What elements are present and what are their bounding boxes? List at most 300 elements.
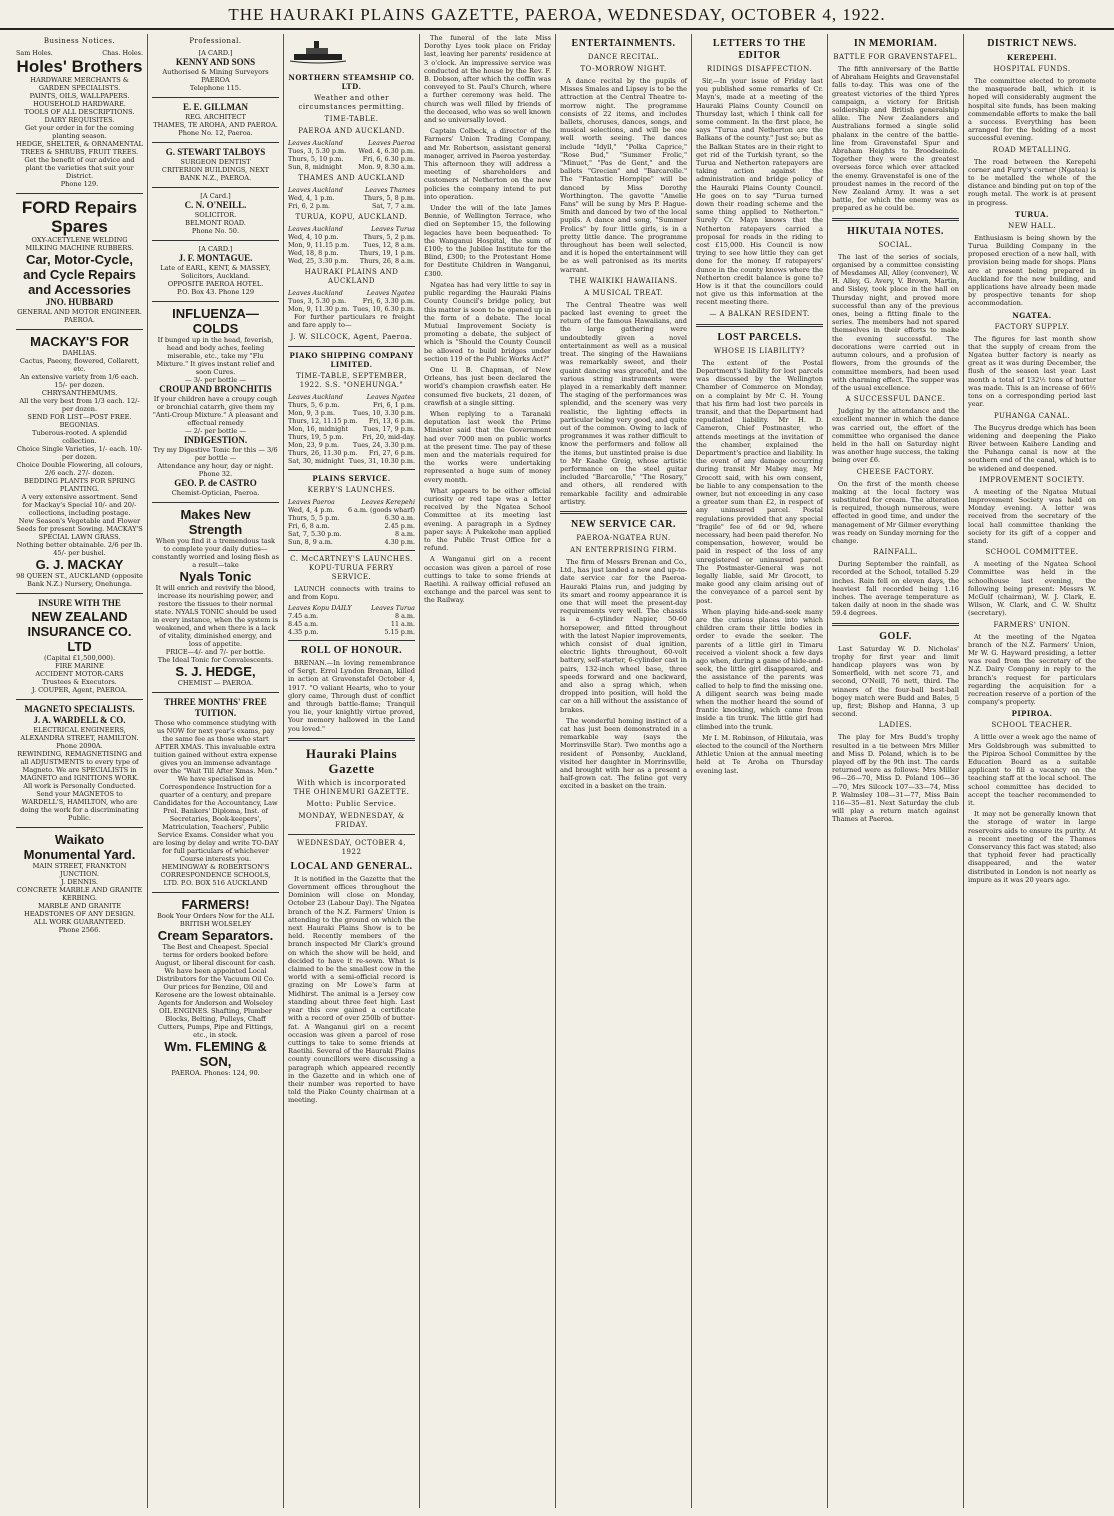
schedule-cell-right: 6 a.m. (goods wharf) — [347, 505, 415, 514]
ad-title: Nyals Tonic — [179, 569, 252, 584]
route-title: C. McCARTNEY'S LAUNCHES. KOPU-TURUA FERRY SERVICE. — [290, 554, 413, 581]
schedule-cell-left: Fri, 6, 8 a.m. — [288, 521, 330, 530]
ad-name: Wm. FLEMING & SON, — [164, 1039, 267, 1069]
ad-text: If bunged up in the head, feverish, head and body aches, feeling miserable, etc., take my "Flu Mixture." It gives instant relief and soon Cures. — [156, 336, 275, 376]
schedule-row — [288, 612, 415, 620]
paper-line: Motto: Public Service. — [306, 799, 397, 808]
ad-line: Nothing better obtainable. 2/6 per lb. 45/- per bushel. — [16, 541, 143, 557]
subheading: HOSPITAL FUNDS. — [993, 65, 1071, 73]
column-memoriam — [828, 34, 964, 1508]
ad-line: Trustees & Executors. — [42, 678, 117, 686]
schedule-row — [288, 514, 415, 522]
paragraph: The play for Mrs Budd's trophy resulted in a tie between Mrs Miller and Miss D. Poland, which is to be played off by the 9th inst. The cards returned were as follows: Mrs Miller 96—26—70, Miss D. Poland 106—36—70, Mrs Silcock 107—33—74, Miss P. Walmsley 108—31—77, Miss Bain 116—35—81. Next Saturday the club will play a return match against Thames at Paeroa. — [832, 733, 959, 824]
mackay-ad — [16, 334, 143, 588]
magneto-ad — [16, 704, 143, 822]
ad-line: Tuberous-rooted. A splendid collection. — [31, 429, 128, 445]
schedule-table — [288, 393, 415, 465]
ad-line: Choice Double Flowering, all colours, 2/6 each. 27/- dozen. — [16, 461, 143, 477]
schedule-row — [288, 393, 415, 401]
card-line: Telephone 115. — [189, 84, 242, 92]
schedule-cell-right: Wed. 4, 6.30 p.m. — [358, 147, 415, 156]
schedule-row — [288, 305, 415, 313]
schedule-cell-right: Leaves Kerepehi — [361, 497, 415, 506]
ad-line: J. DENNIS. — [61, 878, 98, 886]
paragraph: The firm of Messrs Brenan and Co., Ltd., has just landed a new and up-to-date service car for the Paeroa-Hauraki Plains run, and judging by its smart and roomy appearance it is one that will meet the present-day requirements very well. The chassis is a 6-cylinder Napier, 50-60 horsepower, and fitted throughout with the latest Napier improvements, which consist of dual ignition, electric lights throughout, 60-volt battery, self-starter, 6-cylinder cast in pairs, 132-inch wheel base, three speeds forward and one backward, and also a sprag which, when dropped into position, will hold the car on a hill without the assistance of brakes. — [560, 557, 687, 714]
card-head: [A CARD.] — [198, 245, 233, 253]
waikato-monumental-ad — [16, 832, 143, 934]
schedule-table — [288, 225, 415, 265]
ad-name: GEO. P. de CASTRO — [174, 478, 257, 488]
schedule-cell-right: Thurs, 5, 8 p.m. — [363, 194, 415, 203]
ad-line: Get your order in for the coming planting season. — [24, 124, 135, 140]
ad-line: SEND FOR LIST—POST FREE. — [27, 413, 132, 421]
subheading: NEW HALL. — [1008, 221, 1056, 230]
paragraph: Ngatea has had very little to say in public regarding the Hauraki Plains County Council's bridge policy, but this matter is soon to be opened up in the form of a debate. The local Mutual Improvement Society is promoting a debate, the subject of which is "Should the County Council be allowed to build bridges under section 119 of the Public Works Act?" — [424, 280, 551, 363]
agent: J. W. SILCOCK, Agent, Paeroa. — [290, 332, 413, 341]
section-heading: LOST PARCELS. — [717, 331, 802, 343]
company-name: PIAKO SHIPPING COMPANY LIMITED. — [289, 350, 414, 369]
section-heading: GOLF. — [879, 630, 912, 642]
schedule-row — [288, 604, 415, 612]
schedule-cell-left: Sat, 30, midnight — [288, 456, 345, 465]
subheading: TO-MORROW NIGHT. — [580, 65, 667, 73]
subheading: BATTLE FOR GRAVENSTAFEL. — [833, 53, 958, 61]
card-line: BELMONT ROAD. — [185, 219, 246, 227]
section-title: PLAINS SERVICE. — [312, 473, 391, 483]
ad-line: ELECTRICAL ENGINEERS, ALEXANDRA STREET, HAMILTON. — [20, 726, 139, 742]
influenza-ad — [152, 306, 279, 497]
schedule-row — [288, 233, 415, 241]
ad-line: CONCRETE MARBLE AND GRANITE KERBING. — [16, 886, 143, 902]
ad-title: Waikato Monumental Yard. — [23, 832, 136, 862]
subheading: CHEESE FACTORY. — [856, 467, 935, 476]
paragraph: Judging by the attendance and the excellent manner in which the dance was carried out, the effort of the committee who organised the dance held in the hall on Saturday night was another huge success, the taking being over £6. — [832, 407, 959, 465]
schedule-cell-right: Fri, 27, 6 p.m. — [368, 448, 415, 457]
column-letters — [692, 34, 828, 1508]
schedule-cell-right: Fri, 6, 6.30 p.m. — [362, 155, 415, 164]
ad-title: Holes' Brothers — [16, 57, 143, 76]
subheading: DANCE RECITAL. — [587, 53, 660, 61]
schedule-row — [288, 249, 415, 257]
card-kenny — [152, 49, 279, 92]
ad-line: OXY-ACETYLENE WELDING — [31, 236, 128, 244]
schedule-cell-right: Fri, 13, 6 p.m. — [368, 416, 415, 425]
name-right: Chas. Holes. — [102, 49, 143, 57]
paragraph: One U. B. Chapman, of New Orleans, has just been declared the world's champion crawfish eater. He consumed five buckets, 21 dozen, of crawfish at a single sitting. — [424, 365, 551, 407]
ad-name: S. J. HEDGE, — [175, 664, 256, 679]
schedule-row — [288, 628, 415, 636]
local-text: It is notified in the Gazette that the Government offices throughout the Dominion will close on Monday, October 23 (Labour Day). The Ngatea branch of the N.Z. Farmers' Union is attending to the ground on which the next Hauraki Plains Show is to be held. Recently members of the branch inspected Mr Clark's ground on which the show will be held, and decided to have it re-sown. What is claimed to be the smallest cow in the world with a semi-official record is grazing on Mr Lowe's farm at Midhirst. The animal is a Jersey cow standing about three feet high. Last year this cow gained a certificate with a record of over 250lb of butter-fat. A Wanganui girl on a recent occasion was given a parcel of rose cuttings to take to some friends at Raetihi. Several of the Hauraki Plains county councillors were discussing a paragraph which appeared recently in the Gazette and in which one of their number was reported to have told the Piako County chairman at a meeting. — [288, 874, 415, 1105]
ad-line: Book Your Orders Now for the ALL BRITISH WOLSELEY — [157, 912, 274, 928]
paragraph: Mr I. M. Robinson, of Hikutaia, was elected to the council of the Northern Athletic Union at the annual meeting held at Te Aroha on Thursday evening last. — [696, 733, 823, 775]
schedule-cell-right: 11 a.m. — [390, 620, 415, 629]
card-line: Phone No. 12, Paeroa. — [178, 129, 253, 137]
holes-names — [16, 49, 143, 57]
card-name: J. F. MONTAGUE. — [178, 253, 253, 263]
schedule-cell-right: Leaves Turua — [371, 604, 415, 613]
schedule-row — [288, 522, 415, 530]
schedule-cell-right: Thurs, 19, 1 p.m. — [359, 249, 415, 258]
place-heading: PIPIROA. — [1011, 709, 1053, 719]
subheading: LADIES. — [878, 721, 913, 730]
card-montague — [152, 245, 279, 296]
roll-text: BRENAN.—In loving remembrance of Sergt. Errol Lyndon Brenan, killed in action at Gravenstafel October 4, 1917. "O valiant Hearts, who to your glory came, Through dust of conflict and through battle-flame; Tranquil you lie, your knightly virtue proved, Your memory hallowed in the Land you loved." — [288, 659, 415, 733]
newspaper-title: THE HAURAKI PLAINS GAZETTE, PAEROA, WEDNESDAY, OCTOBER 4, 1922. — [228, 5, 886, 24]
ad-line: Phone 129. — [60, 180, 99, 188]
schedule-cell-right: Mon. 9, 8.30 a.m. — [358, 163, 415, 172]
schedule-cell-right: Fri, 6, 1 p.m. — [372, 400, 415, 409]
paragraph: A dance recital by the pupils of Misses Smales and Lipsey is to be the attraction at the Central Theatre to-morrow night. The programme consists of 22 items, and includes ballets, choruses, dances, songs, and musical selections, and will be one well worth seeing. The dances include "Idyll," "Polka Caprice," "Rose Bud," "Summer Frolic," "Minuet," "Pas de Gent," and the ballets "Grecian" and "Barcarolle." The "Fantastic Hornpipe" will be danced by Miss Dorothy Worthington. The gavotte "Amelie Fans" will be sung by Mrs P. Hague-Smith and danced by two of the local pupils. A dance and song, "Summer Frolics" by four little girls, is in a pretty little dance. The programme throughout has been well selected, and it is hoped the entertainment will be as well patronised as its merits warrant. — [560, 77, 687, 274]
subheading: IMPROVEMENT SOCIETY. — [979, 475, 1085, 484]
schedule-cell-right: 8 a.m. — [394, 529, 415, 538]
schedule-cell-right: Tues, 10, 3.30 p.m. — [352, 408, 415, 417]
signature: — A BALKAN RESIDENT. — [709, 309, 810, 318]
timetable-title: TIME-TABLE. — [324, 115, 379, 124]
schedule-cell-right: Leaves Paeroa — [368, 139, 415, 148]
paragraph: On the first of the month cheese making at the local factory was substituted for cream. The alteration is required, though numerous, were effected in good time, and under the management of Mr Gilmer everything was ready on Sunday morning for the change. — [832, 479, 959, 545]
launch-text: LAUNCH connects with trains to and from Kopu. — [288, 584, 415, 601]
schedule-row — [288, 163, 415, 171]
schedule-row — [288, 225, 415, 233]
ad-name: JNO. HUBBARD — [45, 297, 114, 307]
schedule-cell-left: 7.45 a.m. — [288, 612, 319, 621]
ad-price: — 3/- per bottle — — [185, 376, 246, 384]
card-talboys — [152, 147, 279, 182]
schedule-cell-right: Thurs, 26, 8 a.m. — [359, 257, 415, 266]
card-line: PAEROA — [201, 76, 230, 84]
schedule-cell-left: Fri, 6, 2 p.m. — [288, 202, 331, 211]
schedule-cell-left: Sun, 8, midnight — [288, 163, 342, 172]
ad-title: Makes New Strength — [180, 507, 251, 537]
subheading: SOCIAL. — [878, 240, 913, 249]
ad-line: CHRYSANTHEMUMS. — [41, 389, 118, 397]
paragraph: The funeral of the late Miss Dorothy Lyes took place on Friday last, leaving her parents' residence at 3 o'clock. An impressive service was conducted at the house by the Rev. F. B. Dobson, after which the coffin was conveyed to St. Paul's Church, where a further ceremony was held. The church was well filled by friends of the deceased, who was so well known and so universally loved. — [424, 34, 551, 125]
schedule-cell-left: Leaves Auckland — [288, 392, 343, 401]
card-name: G. STEWART TALBOYS — [165, 147, 266, 157]
schedule-row — [288, 449, 415, 457]
section-heading: DISTRICT NEWS. — [987, 38, 1077, 49]
ad-line: Chemist-Optician, Paeroa. — [171, 489, 260, 497]
ad-line: HEDGE, SHELTER, & ORNAMENTAL TREES & SHRUBS, FRUIT TREES. — [16, 140, 143, 156]
schedule-cell-right: 6.30 a.m. — [384, 513, 415, 522]
schedule-cell-right: Leaves Thames — [365, 186, 415, 195]
schedule-cell-left: 8.45 a.m. — [288, 620, 319, 629]
paper-name: Hauraki Plains Gazette — [305, 745, 398, 776]
ad-line: REWINDING, REMAGNETISING and all ADJUSTMENTS to every type of Magneto. We are SPECIALISTS in MAGNETO and IGNITIONS WORK. — [17, 750, 142, 782]
paragraph: The Bucyrus dredge which has been widening and deepening the Piako River between Kaihere Landing and the Puhanga canal is now at the southern end of the canal, which is to be widened and deepened. — [968, 423, 1096, 473]
schedule-cell-right: Tues, 12, 8 a.m. — [363, 241, 415, 250]
subheading: SCHOOL COMMITTEE. — [985, 548, 1079, 557]
schedule-cell-left: Mon, 9, 3 p.m. — [288, 408, 336, 417]
ad-title: INDIGESTION. — [183, 435, 248, 445]
schedule-row — [288, 506, 415, 514]
ad-text: Attendance any hour, day or night. Phone 32. — [157, 462, 274, 478]
schedule-cell-left: Sat, 7, 5.30 p.m. — [288, 529, 342, 538]
schedule-cell-right: Thurs, 5, 2 p.m. — [363, 233, 415, 242]
card-line: REG. ARCHITECT — [185, 113, 246, 121]
column-entertainments — [556, 34, 692, 1508]
ad-title: MAGNETO SPECIALISTS. — [24, 704, 135, 714]
schedule-row — [288, 202, 415, 210]
card-line: Late of EARL, KENT, & MASSEY, Solicitors, Auckland. — [160, 264, 271, 280]
paragraph: Under the will of the late James Bennie, of Wellington Terrace, who died on September 15, the following legacies have been bequeathed: To the Wanganui Hospital, the sum of £100; to the Jubilee Institute for the Blind, £300; to the Protestant Home for Destitute Children in Wanganui, £300. — [424, 204, 551, 278]
paragraph: The last of the series of socials, organised by a committee consisting of Mesdames All, Alley (convener), W. H. Alley, G. Avery, V. Brown, Martin, and Sisley, took place in the hall on Thursday night, and proved more successful than any of the previous ones, being a fitting finale to the series. The members had not spared themselves in their efforts to make the evening successful. The decorations were carried out in autumn colours, and a profusion of flowers, from the grounds of the committee members, had been used with charming effect. The supper was of the usual excellence. — [832, 252, 959, 392]
ad-name: G. J. MACKAY — [35, 557, 124, 572]
ad-text: When you find it a tremendous task to complete your daily duties—constantly worried and losing flesh as a result—take — [152, 537, 279, 569]
ad-line: GENERAL AND MOTOR ENGINEER. PAEROA. — [17, 308, 142, 324]
ad-line: Cactus, Paeony, flowered, Collarett, etc. — [19, 357, 140, 373]
ad-line: All the very best from 1/3 each. 12/- per dozen. — [19, 397, 140, 413]
subheading: RAINFALL. — [873, 548, 918, 557]
schedule-row — [288, 620, 415, 628]
ad-line: MAIN STREET, FRANKTON JUNCTION. — [32, 862, 127, 878]
ad-title: MACKAY'S FOR — [30, 334, 129, 349]
paragraph: The fifth anniversary of the Battle of Abraham Heights and Gravenstafel falls to-day. This was one of the greatest victories of the third Ypres campaign, a victory for British soldiership and British generalship alike. The New Zealanders and Australians formed a single solid phalanx in the centre of the battle-line from Gravenstafel Spur and Abraham Heights to Broodseinde. Together they were the greatest overseas force which ever attacked the enemy. Gravenstafel is one of the proudest names in the record of the New Zealand Army. It was a set battle, for which the enemy was as prepared as he could be. — [832, 65, 959, 213]
card-line: SURGEON DENTIST — [180, 158, 251, 166]
schedule-cell-right: Leaves Turua — [371, 225, 415, 234]
ad-text: Try my Digestive Tonic for this — 3/6 per bottle — — [153, 446, 278, 462]
paragraph: The road between the Kerepehi corner and Furry's corner (Ngatea) is to be metalled the whole of the distance and binding put on top of the rough metal. The work is at present in progress. — [968, 157, 1096, 207]
card-name: E. E. GILLMAN — [182, 102, 248, 112]
paragraph: The committee elected to promote the masquerade ball, which it is hoped will considerably augment the hospital site funds, has been making commendable efforts to make the ball a success. Everything has been arranged for the holding of a most successful evening. — [968, 77, 1096, 143]
paragraph: The wonderful homing instinct of a cat has just been demonstrated in a remarkable way (says the Morrinsville Star). Two months ago a resident of Ponsonby, Auckland, visited her daughter in Morrinsville, and brought with her as a present a half-grown cat. The feline got very excited in a basket on the train. — [560, 716, 687, 791]
paragraph: The figures for last month show that the supply of cream from the Ngatea butter factory is nearly as great as it was during December, the flush of the season last year. Last month a total of 132½ tons of butter was made. This is an increase of 66½ tons on a corresponding period last year. — [968, 334, 1096, 409]
schedule-cell-left: Leaves Auckland — [288, 289, 343, 298]
schedule-cell-right: Tues, 31, 10.30 p.m. — [348, 456, 415, 465]
schedule-table — [288, 604, 415, 636]
ad-line: Car, Motor-Cycle, and Cycle Repairs and Accessories — [23, 252, 136, 297]
card-name: C. N. O'NEILL. — [184, 200, 247, 210]
ad-line: Choice Single Varieties, 1/- each. 10/- per dozen. — [16, 445, 143, 461]
column-shipping — [284, 34, 420, 1508]
ad-line: Phone 2090A. — [56, 742, 103, 750]
subheading: SCHOOL TEACHER. — [991, 721, 1073, 730]
subheading: FACTORY SUPPLY. — [994, 322, 1070, 331]
subheading: FARMERS' UNION. — [993, 620, 1071, 629]
ad-line: J. COUPER, Agent, PAEROA. — [31, 686, 128, 694]
schedule-cell-right: 5.15 p.m. — [384, 628, 415, 637]
schedule-cell-left: Thurs, 19, 5 p.m. — [288, 432, 344, 441]
ad-line: ACCIDENT MOTOR-CARS — [35, 670, 124, 678]
dateline: WEDNESDAY, OCTOBER 4, 1922 — [297, 838, 406, 856]
route-title: HAURAKI PLAINS AND AUCKLAND — [304, 268, 399, 286]
card-gillman — [152, 102, 279, 137]
section-heading: NEW SERVICE CAR. — [571, 518, 676, 530]
schedule-cell-right: Tues, 24, 3.30 p.m. — [352, 440, 415, 449]
ad-text: The Best and Cheapest. Special terms for orders booked before August, or liberal discount for cash. We have been appointed Local Distributors for the Vacuum Oil Co. Our prices for Benzine, Oil and Kerosene are the lowest obtainable. Agents for Anderson and Wolseley OIL ENGINES. Shafting, Plumber Blocks, Belting, Pulleys, Chaff Cutters, Pumps, Pipe and Fittings, etc., in stock. — [155, 943, 276, 1039]
schedule-row — [288, 498, 415, 506]
ad-line: HOUSEHOLD HARDWARE. — [33, 100, 126, 108]
schedule-cell-left: Wed, 4, 10 p.m. — [288, 233, 339, 242]
schedule-cell-right: 2.45 p.m. — [384, 521, 415, 530]
schedule-cell-left: Tues, 3, 5.30 p.m. — [288, 297, 347, 306]
masthead — [0, 0, 1114, 30]
subheading: THE WAIKIKI HAWAIIANS. — [569, 276, 678, 285]
section-heading: IN MEMORIAM. — [853, 38, 938, 49]
company-name: NORTHERN STEAMSHIP CO. LTD. — [288, 73, 415, 92]
ad-price: — 2/- per bottle — — [185, 427, 246, 435]
schedule-cell-right: 8 a.m. — [394, 612, 415, 621]
card-line: P.O. Box 43. Phone 129 — [176, 288, 255, 296]
section-header: Business Notices. — [43, 37, 116, 45]
paragraph: A meeting of the Ngatea Mutual Improvement Society was held on Monday evening. A letter was received from the secretary of the local hall committee thanking the society for its gift of a copper and stand. — [968, 487, 1096, 545]
paragraph: At the meeting of the Ngatea branch of the N.Z. Farmers' Union, Mr W. G. Hayward presiding, a letter was read from the secretary of the N.Z. Dairy Company in reply to the branch's request for particulars regarding the acquisition for a recreation reserve of a portion of the company's property. — [968, 632, 1096, 707]
section-header: Professional. — [189, 37, 242, 45]
schedule-cell-right: 4.30 p.m. — [384, 537, 415, 546]
paragraph: Captain Colbeck, a director of the Farmers' Union Trading Company, and Mr. Robertson, assistant general manager, arrived in Paeroa yesterday. This afternoon they will address a meeting of shareholders and customers at Netherton on the new policies the company intend to put into operation. — [424, 127, 551, 201]
route-title: TURUA, KOPU, AUCKLAND. — [295, 213, 408, 222]
schedule-cell-right: Leaves Ngatea — [366, 392, 415, 401]
paragraph: Enthusiasm is being shown by the Turua Building Company in the proposed erection of a new hall, with provision being made for shops. Plans are at present being prepared in Auckland for the new building, and applications have already been made by prospective tenants for shop accommodation. — [968, 233, 1096, 308]
card-head: [A Card.] — [200, 192, 231, 200]
ad-line: INSURE WITH THE — [38, 598, 121, 608]
newspaper-page — [12, 34, 1104, 1508]
ad-title: FARMERS! — [181, 897, 250, 912]
schedule-cell-left: Thurs, 26, 11.30 p.m. — [288, 448, 358, 457]
card-line: THAMES, TE AROHA, AND PAEROA. — [153, 121, 278, 129]
route-title: THAMES AND AUCKLAND — [298, 174, 405, 183]
schedule-row — [288, 417, 415, 425]
paragraph: A meeting of the Ngatea School Committee was held in the schoolhouse last evening, the following being present: Messrs W. McGulf (chairman), W. J. Clark, E. Wilson, W. Clark, and C. W. Shultz (secretary). — [968, 560, 1096, 618]
ad-line: MARBLE AND GRANITE HEADSTONES OF ANY DESIGN. — [23, 902, 136, 918]
card-line: Phone No. 50. — [191, 227, 240, 235]
paragraph: When replying to a Taranaki deputation last week the Prime Minister said that the Government had over 7000 men on public works at the present time. The pay of these men and the materials required for the works were undertaking represented a huge sum of money every month. — [424, 409, 551, 484]
route-title: PAEROA AND AUCKLAND. — [298, 127, 405, 136]
subheading: AN ENTERPRISING FIRM. — [570, 545, 677, 554]
schedule-cell-left: Mon, 9, 11.15 p.m. — [288, 241, 350, 250]
schedule-table — [288, 186, 415, 210]
schedule-table — [288, 498, 415, 546]
schedule-cell-left: Sun, 8, 9 a.m. — [288, 537, 333, 546]
ad-text: It will enrich and revivify the blood, increase its nourishing power, and restore the tissues to their normal state. NYALS TONIC should be used in every instance, when the system is weakened, and when there is a lack of vitality, diminished energy, and loss of appetite. — [152, 584, 279, 648]
ad-line: MILKING MACHINE RUBBERS. — [25, 244, 134, 252]
tuition-ad — [152, 697, 279, 887]
ad-line: CHEMIST — PAEROA. — [177, 679, 254, 687]
ad-line: (Capital £1,500,000). — [43, 654, 116, 662]
ad-line: BEGONIAS. — [59, 421, 100, 429]
paper-line: With which is incorporated THE OHINEMURI GAZETTE. — [293, 778, 410, 796]
schedule-row — [288, 257, 415, 265]
ford-ad — [16, 198, 143, 324]
ad-title: Cream Separators. — [157, 928, 274, 943]
paragraph: The Central Theatre was well packed last evening to greet the return of the famous Hawaiians, and the large gathering were undoubtedly given a novel entertainment as well as a musical treat. The singing of the Hawaiians was remarkably sweet, and their quaint dancing was graceful, and the various string instruments were played in a remarkably deft manner. The staging of the performances was splendid, and the scenery was very realistic, the lighting effects in particular being very good, and quite out of the common. Owing to lack of programmes it was rather difficult to know the performers and follow all the items, but unstinted praise is due to Mr Kaahe Greig, whose artistic performance on the steel guitar included "Barcarolle," "The Rosary," and others, all rendered with remarkable facility and admirable artistry. — [560, 300, 687, 506]
schedule-cell-left: Leaves Auckland — [288, 139, 343, 148]
card-name: KENNY AND SONS — [175, 57, 256, 67]
card-line: CRITERION BUILDINGS, NEXT BANK N.Z., PAEROA. — [161, 166, 270, 182]
schedule-row — [288, 530, 415, 538]
schedule-cell-left: Wed, 4, 1 p.m. — [288, 194, 335, 203]
schedule-cell-right: Tues, 10, 6.30 p.m. — [352, 305, 415, 314]
schedule-cell-left: Mon, 9, 11.30 p.m. — [288, 305, 350, 314]
schedule-cell-right: Fri, 20, mid-day. — [362, 432, 415, 441]
column-news-1 — [420, 34, 556, 1508]
holes-brothers-ad — [16, 57, 143, 188]
schedule-row — [288, 297, 415, 305]
schedule-row — [288, 147, 415, 155]
schedule-cell-left: Leaves Auckland — [288, 186, 343, 195]
paragraph: During September the rainfall, as recorded at the School, totalled 5.29 inches. Rain fell on eleven days, the heaviest fall recorded being 1.16 inches. The average temperature as taken daily at noon in the shade was 59.4 degrees. — [832, 560, 959, 618]
schedule-row — [288, 289, 415, 297]
column-business-notices — [12, 34, 148, 1508]
ad-line: New Season's Vegetable and Flower Seeds for present Sowing. MACKAY'S SPECIAL LAWN GRASS. — [16, 517, 143, 541]
paragraph: What appears to be either official curiosity or red tape was a letter received by the Ngatea School Committee at its meeting last evening. A paragraph in a Sydney paper says: A Pukekohe man applied to the Public Trust Office for a refund. — [424, 486, 551, 553]
paragraph: The extent of the Postal Department's liability for lost parcels was discussed by the Wellington Chamber of Commerce on Monday, on a complaint by Mr C. H. Young that his firm had lost two parcels in transit, and that the Department had repudiated liability. Mr H. D. Cameron, Chief Postmaster, who attends meetings at the invitation of the chamber, explained the Department's practice and liability. In the event of any damage occurring during transit Mr Mabey may, Mr Grocott said, with his own consent, be liable to any compensation to the owner, but not exceeding in any case a greater sum than £2, in respect of any uninsured parcel. Postal regulations provided that any special "fragile" fee of 6d or 9d, where necessary, had been paid therefor. No compensation, however, would be paid in respect of the loss of any unregistered or uninsured parcel. The Postmaster-General was not legally liable, said Mr Grocott, to make good any claim arising out of the conveyance of a parcel sent by post. — [696, 358, 823, 605]
schedule-row — [288, 409, 415, 417]
section-heading: LETTERS TO THE EDITOR — [712, 38, 807, 61]
ad-line: A very extensive assortment. Send for Mackay's Special 10/- and 20/- collections, including postage. — [21, 493, 138, 517]
further-text: For further particulars re freight and fare apply to— — [288, 313, 415, 330]
schedule-cell-left: Mon, 23, 9 p.m. — [288, 440, 340, 449]
subheading: PUHANGA CANAL. — [993, 411, 1071, 420]
card-line: Authorised & Mining Surveyors — [162, 68, 269, 76]
schedule-cell-left: Leaves Kopu DAILY — [288, 604, 352, 613]
paper-line: MONDAY, WEDNESDAY, & FRIDAY. — [298, 811, 405, 829]
ad-line: ALL WORK GUARANTEED. — [33, 918, 126, 926]
ad-text: If your children have a croupy cough or bronchial catarrh, give them my "Anti-Croup Mixture." A pleasant and effectual remedy — [152, 395, 279, 427]
ad-name: J. A. WARDELL & CO. — [33, 715, 126, 725]
paragraph: It may not be generally known that the storage of water in large reservoirs aids to ensure its purity. At a recent meeting of the Thames Conservancy this fact was stated; also that typhoid fever had practically disappeared, and the water distributed in London is not nearly as impure as it was 20 years ago. — [968, 810, 1096, 884]
notice: Weather and other circumstances permitting. — [298, 94, 405, 112]
ad-line: HEMINGWAY & ROBERTSON'S CORRESPONDENCE SCHOOLS, LTD. P.O. BOX 516 AUCKLAND — [160, 863, 271, 887]
place-heading: NGATEA. — [1012, 310, 1052, 320]
schedule-table — [288, 289, 415, 313]
ad-line: PAINTS, OILS, WALLPAPERS. — [29, 92, 130, 100]
subheading: WHOSE IS LIABILITY? — [713, 346, 806, 355]
schedule-cell-left: Thurs, 5, 10 p.m. — [288, 155, 344, 164]
subheading: RIDINGS DISAFFECTION. — [706, 65, 813, 73]
paragraph: A little over a week ago the name of Mrs Goldsbrough was submitted to the Pipiroa School Committee by the Education Board as a suitable applicant to fill a vacancy on the teaching staff at the local school. The school committee has decided to accept the teacher recommended to it. — [968, 733, 1096, 808]
schedule-row — [288, 139, 415, 147]
subheading: A MUSICAL TREAT. — [584, 288, 663, 297]
paragraph: A Wanganui girl on a recent occasion was given a parcel of rose cuttings to take to some friends at Raetihi. A railway official refused an exchange and the parcel was sent to the Railway. — [424, 555, 551, 605]
schedule-cell-right: Leaves Ngatea — [366, 289, 415, 298]
ad-line: 98 QUEEN ST., AUCKLAND (opposite Bank N.Z.) Nursery, Onehunga. — [16, 572, 143, 588]
card-line: OPPOSITE PAEROA HOTEL. — [167, 280, 264, 288]
schedule-row — [288, 441, 415, 449]
ad-text: Those who commence studying with us NOW for next year's exams, pay the same fee as those who start AFTER XMAS. This invaluable extra tuition gained without extra expense gives you an immense advantage over the "Wait Till After Xmas. Men." We have specialised in Correspondence Instruction for a quarter of a century, and prepare Candidates for the Accountancy, Law Prel. Bankers' Diploma, Inst. of Secretaries, Book-keepers', Matriculation, Teachers', Public Service Exams. Consider what you are losing by delay and write TO-DAY for full particulars of whichever Course interests you. — [152, 719, 279, 863]
place-heading: TURUA. — [1015, 209, 1049, 219]
ad-title: FORD Repairs Spares — [21, 198, 138, 236]
schedule-cell-left: Wed, 4, 4 p.m. — [288, 505, 335, 514]
schedule-table — [288, 139, 415, 171]
name-left: Sam Holes. — [16, 49, 53, 57]
section-heading: HIKUTAIA NOTES. — [847, 225, 944, 237]
ad-title: NEW ZEALAND INSURANCE CO. LTD — [27, 609, 132, 654]
steamship-icon — [288, 38, 348, 64]
farmers-ad — [152, 897, 279, 1077]
subheading: A SUCCESSFUL DANCE. — [845, 395, 946, 404]
ad-line: Get the benefit of our advice and plant the varieties that suit your District. — [24, 156, 135, 180]
ad-line: An extensive variety from 1/6 each. 15/- per dozen. — [20, 373, 139, 389]
ad-line: FIRE MARINE — [55, 662, 104, 670]
schedule-cell-right: Tues, 17, 9 p.m. — [362, 424, 415, 433]
ad-line: Phone 2566. — [58, 926, 101, 934]
nz-insurance-ad — [16, 598, 143, 694]
card-oneill — [152, 192, 279, 235]
schedule-row — [288, 241, 415, 249]
ad-line: TOOLS OF ALL DESCRIPTIONS. DAIRY REQUISITES. — [24, 108, 135, 124]
column-district-news — [964, 34, 1100, 1508]
subheading: ROAD METALLING. — [992, 145, 1072, 154]
ad-line: BEDDING PLANTS FOR SPRING PLANTING. — [24, 477, 135, 493]
schedule-cell-left: Tues, 3, 5.30 p.m. — [288, 147, 347, 156]
schedule-cell-left: Mon, 16, midnight — [288, 424, 348, 433]
paragraph: Last Saturday W. D. Nicholas' trophy for first year and limit handicap players was won by Somerfield, with net score 71, and second, O'Neill, 76 nett, third. The winners of the four-ball best-ball bogey match were Budd and Bales, 5 up, first; Bishop and Hanna, 3 up second. — [832, 644, 959, 719]
ad-line: All work is Personally Conducted. Send your MAGNETOS to WARDELL'S, HAMILTON, who are doing the work for a discriminating Public. — [20, 782, 139, 822]
local-heading: LOCAL AND GENERAL. — [290, 860, 413, 872]
ad-title: CROUP AND BRONCHITIS — [159, 384, 272, 394]
card-line: SOLICITOR. — [194, 211, 237, 219]
